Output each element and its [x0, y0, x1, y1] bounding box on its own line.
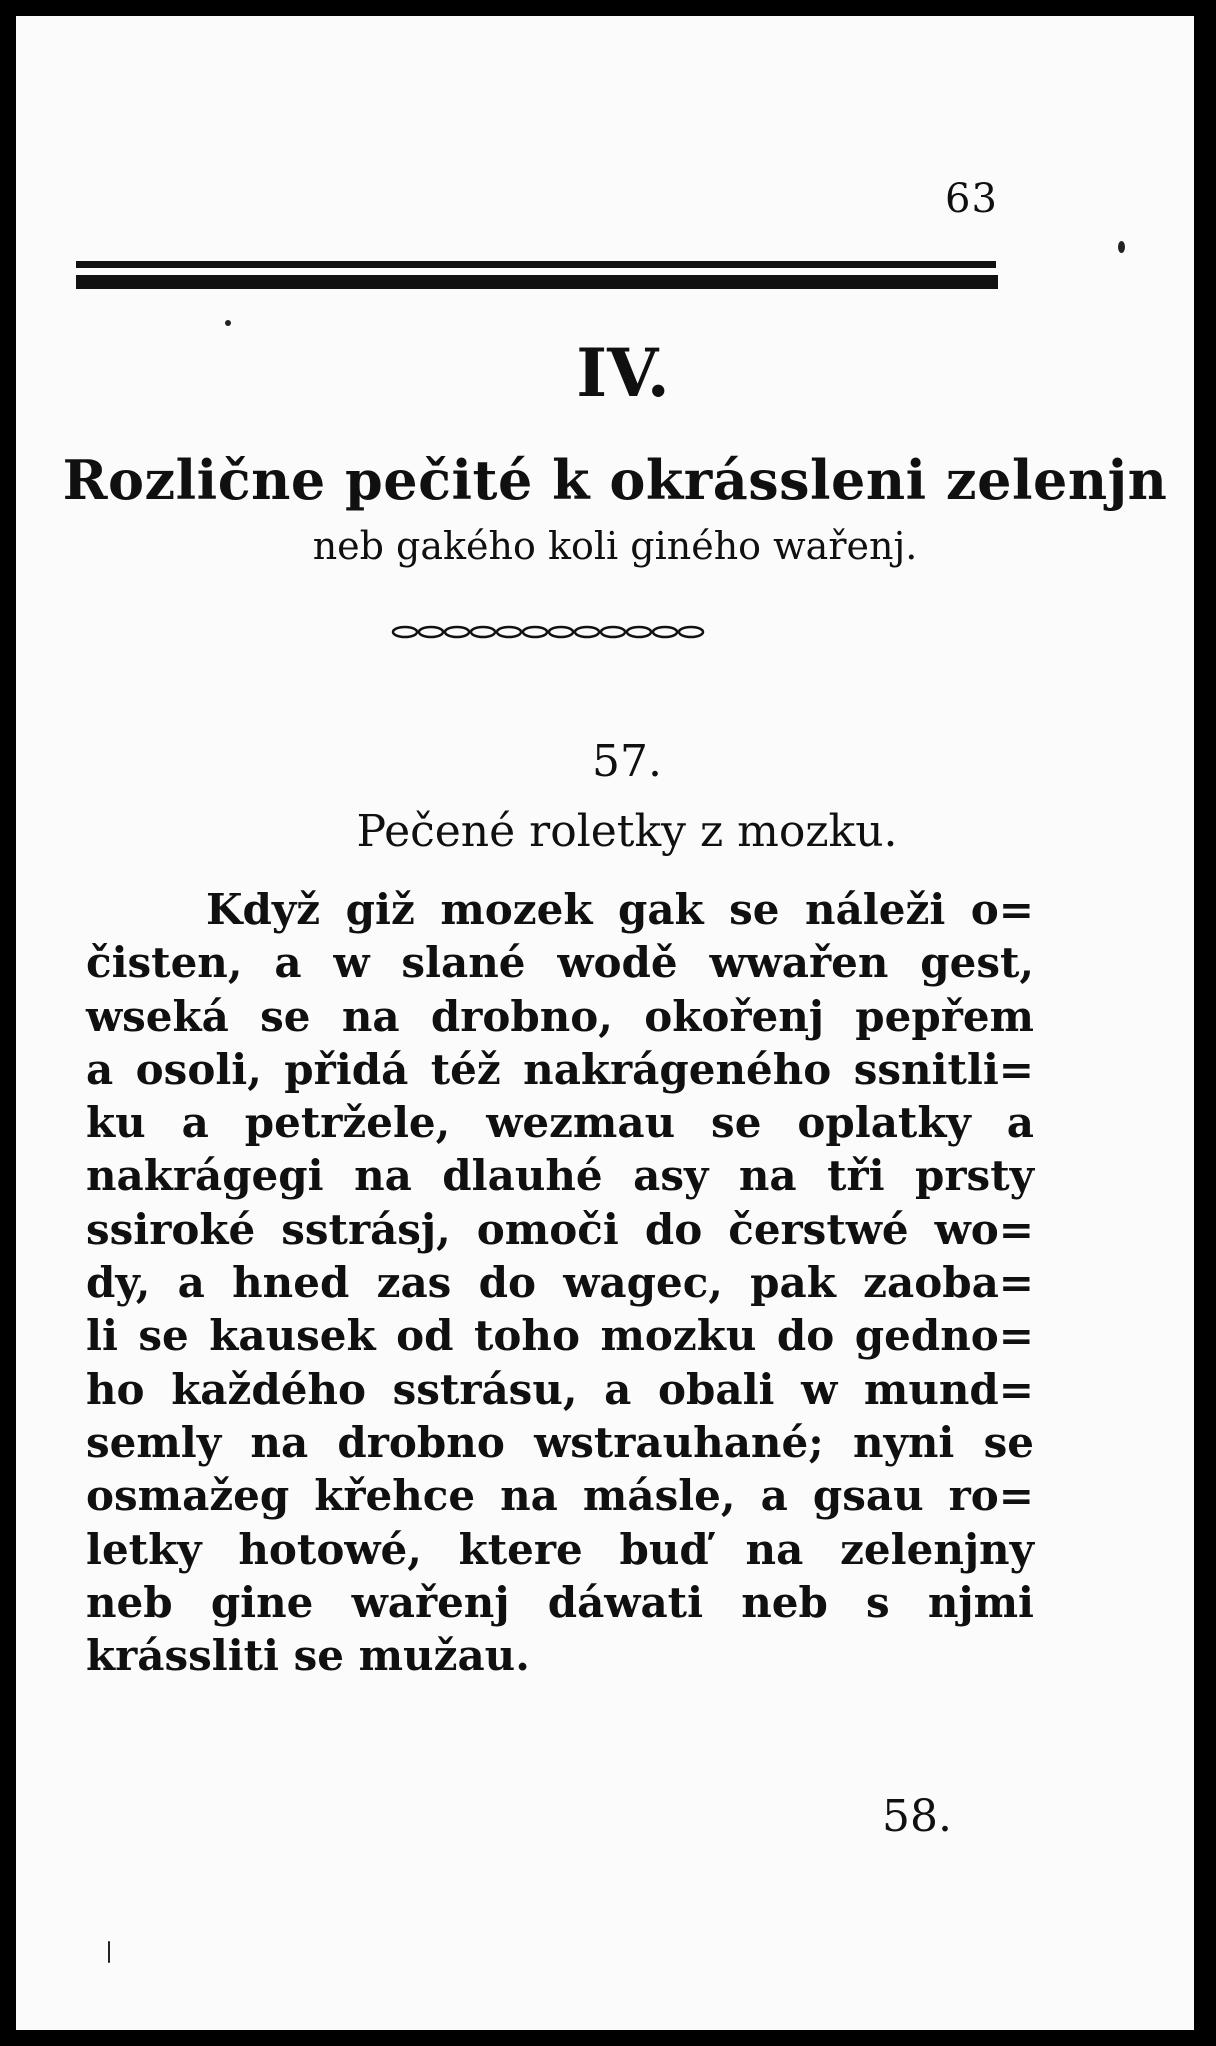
- chapter-title: Rozlične pečité k okrássleni zelenjn: [62, 448, 1168, 512]
- chapter-subtitle: neb gakého koli giného wařenj.: [312, 524, 918, 568]
- ornament-divider: [391, 624, 709, 640]
- recipe-body: [86, 883, 1034, 1682]
- body-line: osmažeg křehce na másle, a gsau ro=: [86, 1471, 1034, 1521]
- header-rule-thin: [76, 261, 996, 268]
- body-line: ku a petržele, wezmau se oplatky a: [86, 1098, 1034, 1148]
- book-page: [16, 16, 1194, 2030]
- recipe-title: Pečené roletky z mozku.: [356, 806, 898, 857]
- paper-speck: [108, 1941, 110, 1963]
- body-line: čisten, a w slané wodě wwařen gest,: [86, 938, 1034, 988]
- body-line: neb gine wařenj dáwati neb s njmi: [86, 1577, 1034, 1627]
- body-line: nakrágegi na dlauhé asy na tři prsty: [86, 1151, 1034, 1201]
- catchword: 58.: [882, 1791, 952, 1842]
- body-line: Když giž mozek gak se náleži o=: [206, 885, 1034, 934]
- page-number: 63: [945, 176, 998, 222]
- body-line: li se kausek od toho mozku do gedno=: [86, 1311, 1034, 1361]
- body-line: semly na drobno wstrauhané; nyni se: [86, 1417, 1034, 1467]
- paper-speck: [225, 320, 231, 326]
- chapter-heading: IV.: [576, 334, 670, 412]
- recipe-number: 57.: [592, 736, 662, 787]
- body-line: a osoli, přidá též nakrágeného ssnitli=: [86, 1044, 1034, 1094]
- paper-speck: [1118, 241, 1125, 253]
- header-rule-thick: [76, 275, 998, 289]
- body-line: ho každého sstrásu, a obali w mund=: [86, 1364, 1034, 1414]
- body-line: krássliti se mužau.: [86, 1631, 530, 1681]
- body-line: dy, a hned zas do wagec, pak zaoba=: [86, 1258, 1034, 1308]
- body-line: wseká se na drobno, okořenj pepřem: [86, 991, 1034, 1041]
- body-line: ssiroké sstrásj, omoči do čerstwé wo=: [86, 1204, 1034, 1254]
- body-line: letky hotowé, ktere buď na zelenjny: [86, 1524, 1034, 1574]
